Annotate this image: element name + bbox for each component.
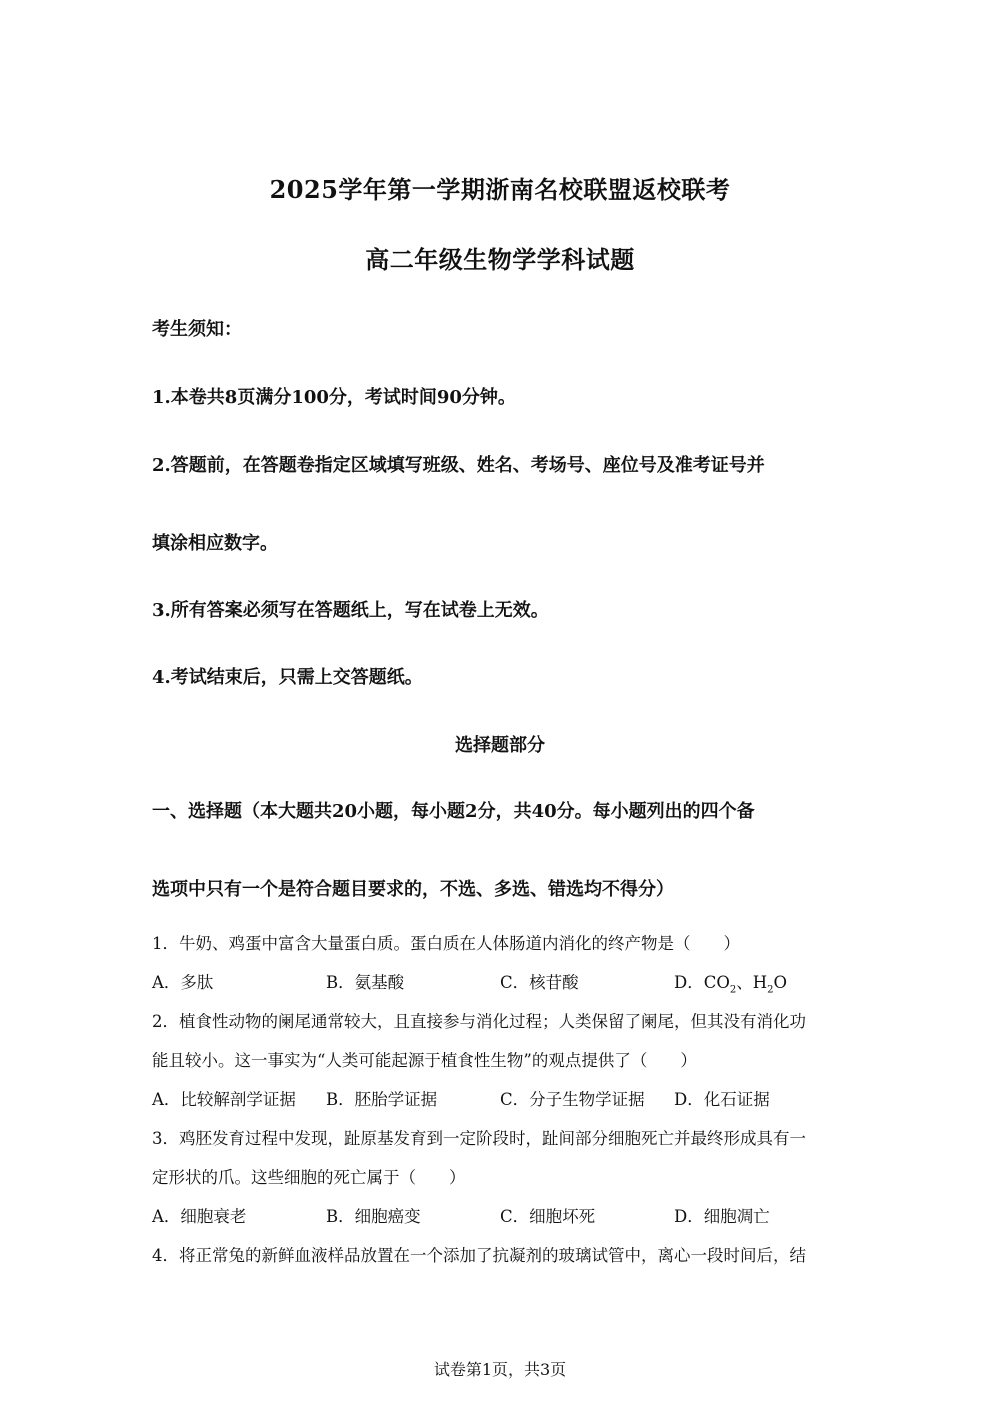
exam-subtitle: 高二年级生物学学科试题: [365, 245, 635, 274]
question-2-option-a[interactable]: A．比较解剖学证据: [152, 1090, 296, 1109]
instruction-item-1: 1.本卷共8页满分100分，考试时间90分钟。: [152, 387, 516, 408]
question-1-option-b[interactable]: B．氨基酸: [326, 973, 405, 992]
section-heading-cont: 选项中只有一个是符合题目要求的，不选、多选、错选均不得分）: [152, 879, 674, 900]
question-3-stem: 3．鸡胚发育过程中发现，趾原基发育到一定阶段时，趾间部分细胞死亡并最终形成具有一: [152, 1129, 806, 1148]
question-1-stem: 1．牛奶、鸡蛋中富含大量蛋白质。蛋白质在人体肠道内消化的终产物是（ ）: [152, 934, 740, 953]
instruction-item-3: 3.所有答案必须写在答题纸上，写在试卷上无效。: [152, 600, 549, 621]
question-1-option-c[interactable]: C．核苷酸: [500, 973, 579, 992]
question-3-stem-cont: 定形状的爪。这些细胞的死亡属于（ ）: [152, 1168, 466, 1187]
question-1-option-a[interactable]: A．多肽: [152, 973, 214, 992]
question-3-option-b[interactable]: B．细胞癌变: [326, 1207, 421, 1226]
question-2-option-b[interactable]: B．胚胎学证据: [326, 1090, 438, 1109]
option-d-text-3: O: [773, 973, 788, 992]
question-3-options: [152, 1203, 872, 1229]
section-part-title: 选择题部分: [455, 735, 545, 756]
question-3-option-a[interactable]: A．细胞衰老: [152, 1207, 247, 1226]
option-d-subscript-1: 2: [729, 984, 737, 996]
question-1-option-d[interactable]: [674, 969, 787, 995]
question-2-options: [152, 1086, 872, 1112]
question-4-stem: 4．将正常兔的新鲜血液样品放置在一个添加了抗凝剂的玻璃试管中，离心一段时间后，结: [152, 1246, 806, 1265]
section-heading: 一、选择题（本大题共20小题，每小题2分，共40分。每小题列出的四个备: [152, 801, 755, 822]
question-1-options: [152, 969, 872, 995]
option-d-text-2: 、H: [736, 973, 768, 992]
option-d-text-1: D．CO: [674, 973, 730, 992]
page-footer: 试卷第1页，共3页: [433, 1360, 567, 1379]
exam-title: 2025学年第一学期浙南名校联盟返校联考: [269, 175, 731, 204]
question-3-option-d[interactable]: D．细胞凋亡: [674, 1207, 770, 1226]
question-3-option-c[interactable]: C．细胞坏死: [500, 1207, 596, 1226]
instruction-item-2-cont: 填涂相应数字。: [152, 533, 278, 554]
question-2-option-d[interactable]: D．化石证据: [674, 1090, 770, 1109]
instruction-item-2: 2.答题前，在答题卷指定区域填写班级、姓名、考场号、座位号及准考证号并: [152, 455, 765, 476]
question-2-stem-cont: 能且较小。这一事实为“人类可能起源于植食性生物”的观点提供了（ ）: [152, 1051, 697, 1070]
option-d-subscript-2: 2: [767, 984, 774, 996]
question-2-option-c[interactable]: C．分子生物学证据: [500, 1090, 645, 1109]
instructions-heading: 考生须知：: [152, 319, 242, 340]
question-2-stem: 2．植食性动物的阑尾通常较大，且直接参与消化过程；人类保留了阑尾，但其没有消化功: [152, 1012, 806, 1031]
instruction-item-4: 4.考试结束后，只需上交答题纸。: [152, 667, 423, 688]
